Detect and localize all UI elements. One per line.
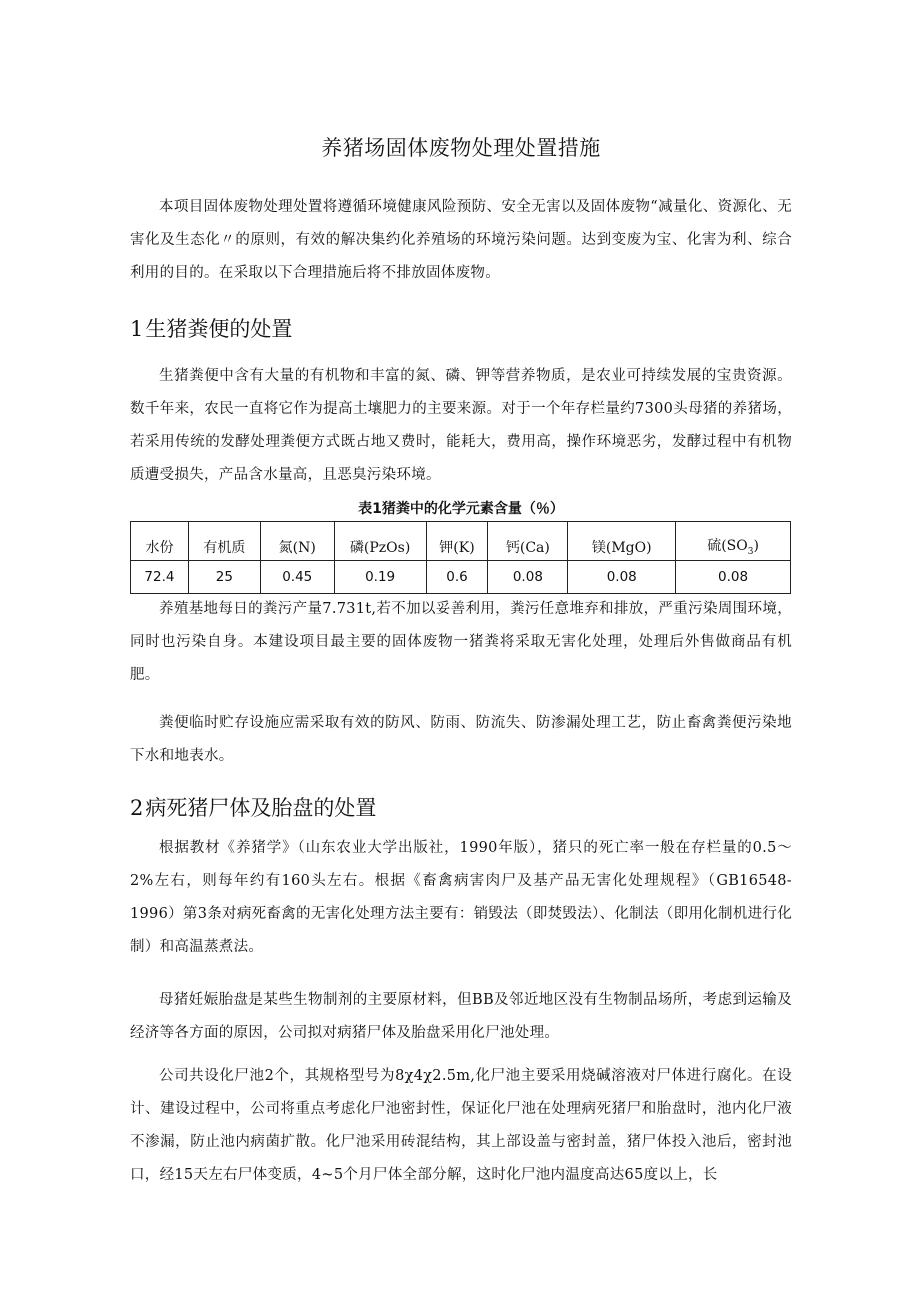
header-magnesium: 镁(MgO) bbox=[568, 522, 676, 561]
section2-paragraph-2: 母猪妊娠胎盘是某些生物制剂的主要原材料，但BB及邻近地区没有生物制品场所，考虑到运输及经济等各方面的原因，公司拟对病猪尸体及胎盘采用化尸池处理。 bbox=[130, 992, 792, 1041]
document-title: 养猪场固体废物处理处置措施 bbox=[321, 136, 601, 160]
section2-heading bbox=[130, 792, 376, 822]
section1-paragraph-3: 粪便临时贮存设施应需采取有效的防风、防雨、防流失、防渗漏处理工艺，防止畜禽粪便污染地下水和地表水。 bbox=[130, 715, 792, 764]
chemical-content-table bbox=[130, 521, 791, 594]
section1-paragraph-2: 养殖基地每日的粪污产量7.731t,若不加以妥善利用，粪污任意堆弃和排放，严重污染周围环境，同时也污染自身。本建设项目最主要的固体废物一猪粪将采取无害化处理，处理后外售做商品有机肥。 bbox=[130, 601, 792, 683]
value-magnesium: 0.08 bbox=[568, 561, 676, 594]
section1-title: 生猪粪便的处置 bbox=[145, 317, 293, 341]
header-organic: 有机质 bbox=[188, 522, 260, 561]
header-sulfur bbox=[676, 522, 791, 561]
value-phosphorus: 0.19 bbox=[334, 561, 426, 594]
section2-title: 病死猪尸体及胎盘的处置 bbox=[145, 796, 377, 820]
intro-paragraph: 本项目固体废物处理处置将遵循环境健康风险预防、安全无害以及固体废物“减量化、资源化、无害化及生态化〃的原则，有效的解决集约化养殖场的环境污染问题。达到变废为宝、化害为利、综合利用的目的。在采取以下合理措施后将不排放固体废物。 bbox=[130, 199, 792, 281]
header-sulfur-sub: 3 bbox=[747, 547, 754, 557]
section1-paragraph-1: 生猪粪便中含有大量的有机物和丰富的氮、磷、钾等营养物质，是农业可持续发展的宝贵资源。数千年来，农民一直将它作为提高土壤肥力的主要来源。对于一个年存栏量约7300头母猪的养猪场，若采用传统的发酵处理粪便方式既占地又费时，能耗大，费用高，操作环境恶劣，发酵过程中有机物质遭受损失，产品含水量高，且恶臭污染环境。 bbox=[130, 368, 792, 483]
table-header-row bbox=[131, 522, 791, 561]
value-organic: 25 bbox=[188, 561, 260, 594]
value-nitrogen: 0.45 bbox=[260, 561, 334, 594]
section2-paragraph-1: 根据教材《养猪学》（山东农业大学出版社，1990年版），猪只的死亡率一般在存栏量的0.5～2%左右，则每年约有160头左右。根据《畜禽病害肉尸及基产品无害化处理规程》（GB16548-1996）第3条对病死畜禽的无害化处理方法主要有：销毁法（即焚毁法）、化制法（即用化制机进行化制）和高温蒸煮法。 bbox=[130, 840, 792, 955]
header-nitrogen: 氮(N) bbox=[260, 522, 334, 561]
header-phosphorus: 磷(PzOs) bbox=[334, 522, 426, 561]
header-calcium: 钙(Ca) bbox=[488, 522, 568, 561]
value-moisture: 72.4 bbox=[131, 561, 189, 594]
header-potassium: 钾(K) bbox=[426, 522, 488, 561]
header-moisture: 水份 bbox=[131, 522, 189, 561]
table-row bbox=[131, 561, 791, 594]
section2-number: 2 bbox=[130, 796, 144, 820]
header-sulfur-close: ) bbox=[753, 538, 759, 555]
section1-number: 1 bbox=[130, 317, 144, 341]
table-caption: 表1猪粪中的化学元素含量（％） bbox=[358, 501, 564, 517]
section1-heading bbox=[130, 313, 292, 343]
section2-paragraph-3: 公司共设化尸池2个，其规格型号为8χ4χ2.5m,化尸池主要采用烧碱溶液对尸体进行腐化。在设计、建设过程中，公司将重点考虑化尸池密封性，保证化尸池在处理病死猪尸和胎盘时，池内化尸液不渗漏，防止池内病菌扩散。化尸池采用砖混结构，其上部设盖与密封盖，猪尸体投入池后，密封池口，经15天左右尸体变质，4~5个月尸体全部分解，这时化尸池内温度高达65度以上，长 bbox=[130, 1068, 792, 1183]
value-potassium: 0.6 bbox=[426, 561, 488, 594]
value-sulfur: 0.08 bbox=[676, 561, 791, 594]
value-calcium: 0.08 bbox=[488, 561, 568, 594]
header-sulfur-label: 硫(SO bbox=[707, 538, 748, 555]
